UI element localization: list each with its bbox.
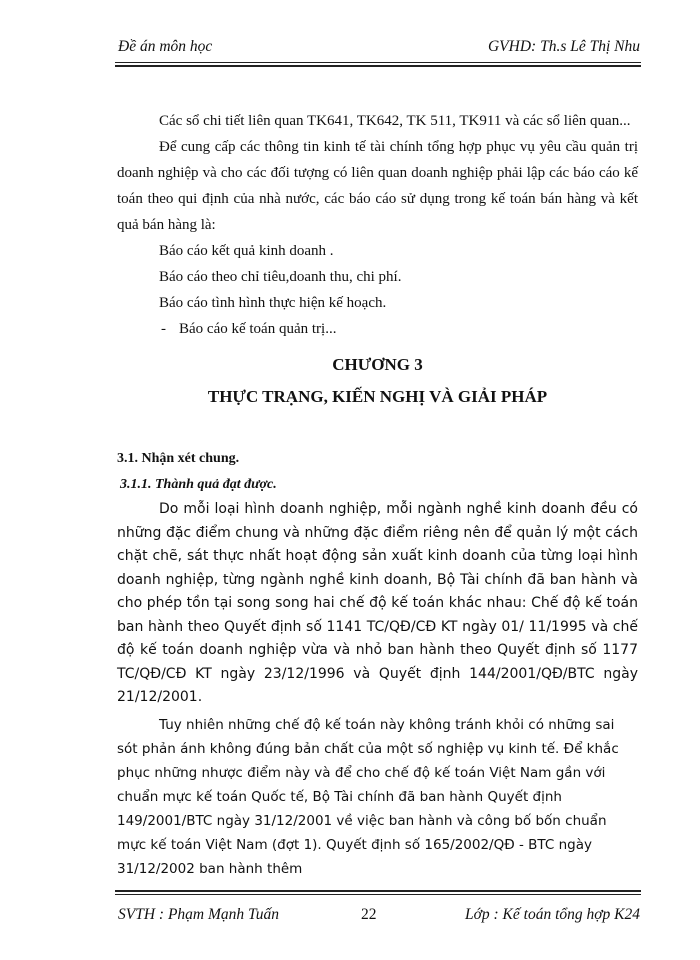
- report-item-4: [117, 316, 638, 342]
- footer-student: SVTH : Phạm Mạnh Tuấn: [118, 906, 280, 923]
- report-item-2: Báo cáo theo chỉ tiêu,doanh thu, chi phí.: [159, 269, 402, 285]
- report-item-3: Báo cáo tình hình thực hiện kế hoạch.: [159, 295, 387, 311]
- report-item-4-text: Báo cáo kế toán quản trị...: [179, 321, 337, 337]
- header-course-title: Đề án môn học: [118, 38, 213, 55]
- report-item-1: Báo cáo kết quả kinh doanh .: [159, 243, 334, 259]
- paragraph-reports-intro: Để cung cấp các thông tin kinh tế tài chính tổng hợp phục vụ yêu cầu quản trị doanh nghiệp và cho các đối tượng có liên quan doanh nghiệp phải lập các báo cáo kế toán theo qui định của nhà nước, các báo cáo sử dụng trong kế toán bán hàng và kết quả bán hàng là:: [117, 139, 638, 233]
- page-content: [117, 108, 638, 881]
- paragraph-limitations: Tuy nhiên những chế độ kế toán này không tránh khỏi có những sai sót phản ánh không đúng bản chất của một số nghiệp vụ kinh tế. Để khắc phục những nhược điểm này và để cho chế độ kế toán Việt Nam gần với chuẩn mực kế toán Quốc tế, Bộ Tài chính đã ban hành Quyết định 149/2001/BTC ngày 31/12/2001 về việc ban hành và công bố bốn chuẩn mực kế toán Việt Nam (đợt 1). Quyết định số 165/2002/QĐ - BTC ngày 31/12/2002 ban hành thêm: [117, 716, 619, 877]
- footer-class: Lớp : Kế toán tổng hợp K24: [465, 906, 640, 923]
- header-supervisor: GVHD: Th.s Lê Thị Nhu: [487, 38, 640, 55]
- header-rule-thick: [115, 65, 641, 67]
- paragraph-achievements: Do mỗi loại hình doanh nghiệp, mỗi ngành nghề kinh doanh đều có những đặc điểm chung và những đặc điểm riêng nên để quản lý một cách chặt chẽ, sát thực nhất hoạt động sản xuất kinh doanh của từng loại hình doanh nghiệp, từng ngành nghề kinh doanh, Bộ Tài chính đã ban hành và cho phép tồn tại song song hai chế độ kế toán khác nhau: Chế độ kế toán ban hành theo Quyết định số 1141 TC/QĐ/CĐ KT ngày 01/ 11/1995 và chế độ kế toán doanh nghiệp vừa và nhỏ ban hành theo Quyết định số 1177 TC/QĐ/CĐ KT ngày 23/12/1996 và Quyết định 144/2001/QĐ/BTC ngày 21/12/2001.: [117, 501, 638, 705]
- section-heading: 3.1. Nhận xét chung.: [117, 451, 240, 466]
- footer-rule-thick: [115, 890, 641, 892]
- page-number: 22: [361, 906, 377, 923]
- chapter-title: THỰC TRẠNG, KIẾN NGHỊ VÀ GIẢI PHÁP: [207, 387, 548, 406]
- paragraph-ledgers: Các sổ chi tiết liên quan TK641, TK642, TK 511, TK911 và các sổ liên quan...: [159, 113, 631, 129]
- chapter-number: CHƯƠNG 3: [332, 355, 423, 374]
- footer-rule: [115, 894, 641, 895]
- header-rule: [115, 62, 641, 63]
- subsection-heading: 3.1.1. Thành quả đạt được.: [120, 477, 277, 492]
- dash-marker: -: [161, 321, 166, 337]
